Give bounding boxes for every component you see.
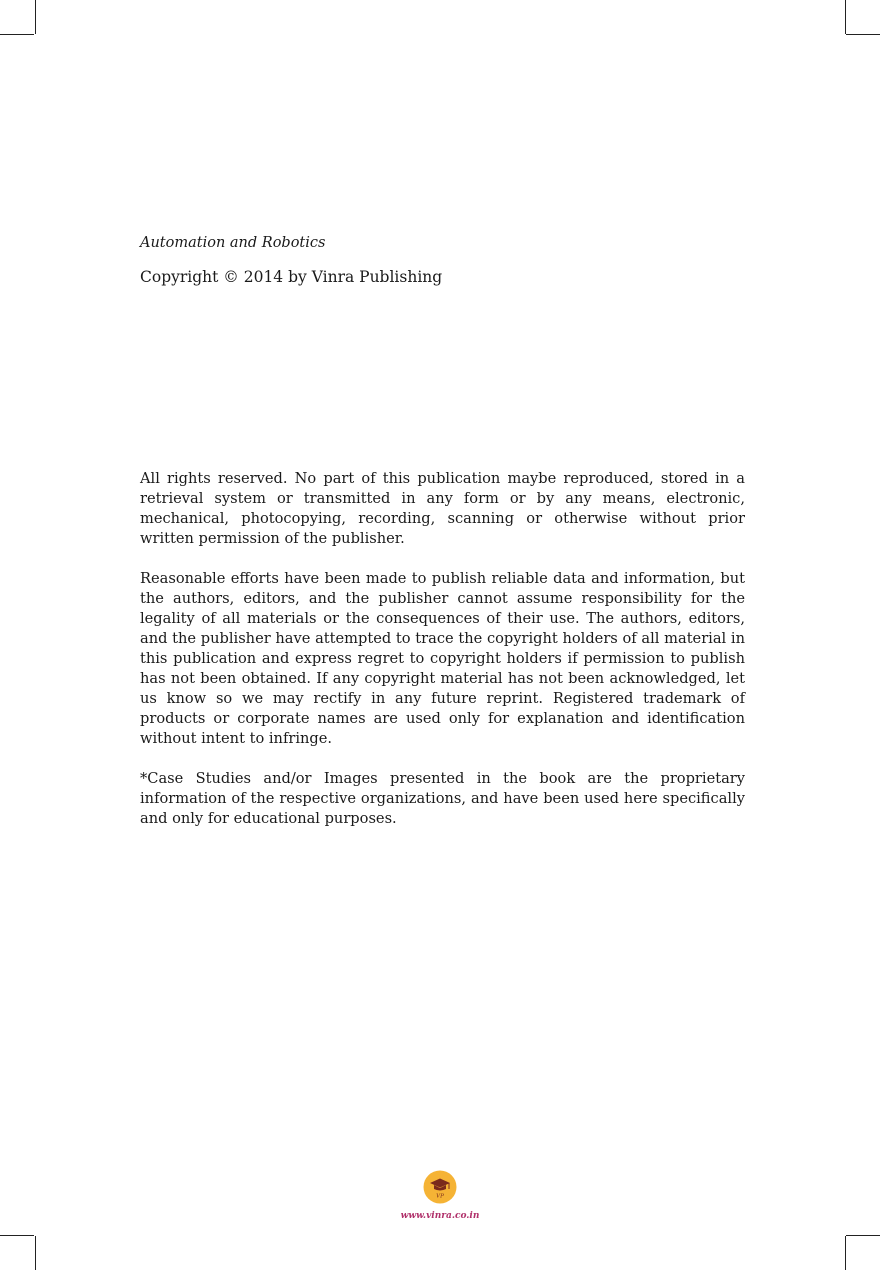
crop-mark-bottom-right-horizontal (846, 1235, 880, 1236)
crop-mark-bottom-right-vertical (845, 1236, 846, 1270)
crop-mark-top-right-vertical (845, 0, 846, 34)
crop-mark-top-right-horizontal (846, 34, 880, 35)
case-studies-paragraph: *Case Studies and/or Images presented in the book are the proprietary information of the respective organizations, and have been used here specifically and only for educational purposes. (140, 770, 745, 827)
graduation-cap-icon (423, 1170, 457, 1204)
crop-mark-bottom-left-vertical (35, 1236, 36, 1270)
publisher-logo (423, 1170, 457, 1204)
book-title: Automation and Robotics (140, 235, 326, 251)
copyright-line: Copyright © 2014 by Vinra Publishing (140, 268, 443, 286)
legal-notice (140, 469, 745, 849)
svg-text:VP: VP (436, 1193, 444, 1200)
crop-mark-bottom-left-horizontal (0, 1235, 34, 1236)
crop-mark-top-left-vertical (35, 0, 36, 34)
publisher-url[interactable]: www.vinra.co.in (400, 1211, 480, 1221)
disclaimer-paragraph: Reasonable efforts have been made to publish reliable data and information, but the authors, editors, and the publisher cannot assume responsibility for the legality of all materials or the consequences of their use. The authors, editors, and the publisher have attempted to trace the copyright holders of all material in this publication and express regret to copyright holders if permission to publish has not been obtained. If any copyright material has not been acknowledged, let us know so we may rectify in any future reprint. Registered trademark of products or corporate names are used only for explanation and identification without intent to infringe. (140, 570, 745, 747)
rights-reserved-paragraph: All rights reserved. No part of this publication maybe reproduced, stored in a retrieval system or transmitted in any form or by any means, electronic, mechanical, photocopying, recording, scanning or otherwise without prior written permission of the publisher. (140, 470, 745, 547)
crop-mark-top-left-horizontal (0, 34, 34, 35)
